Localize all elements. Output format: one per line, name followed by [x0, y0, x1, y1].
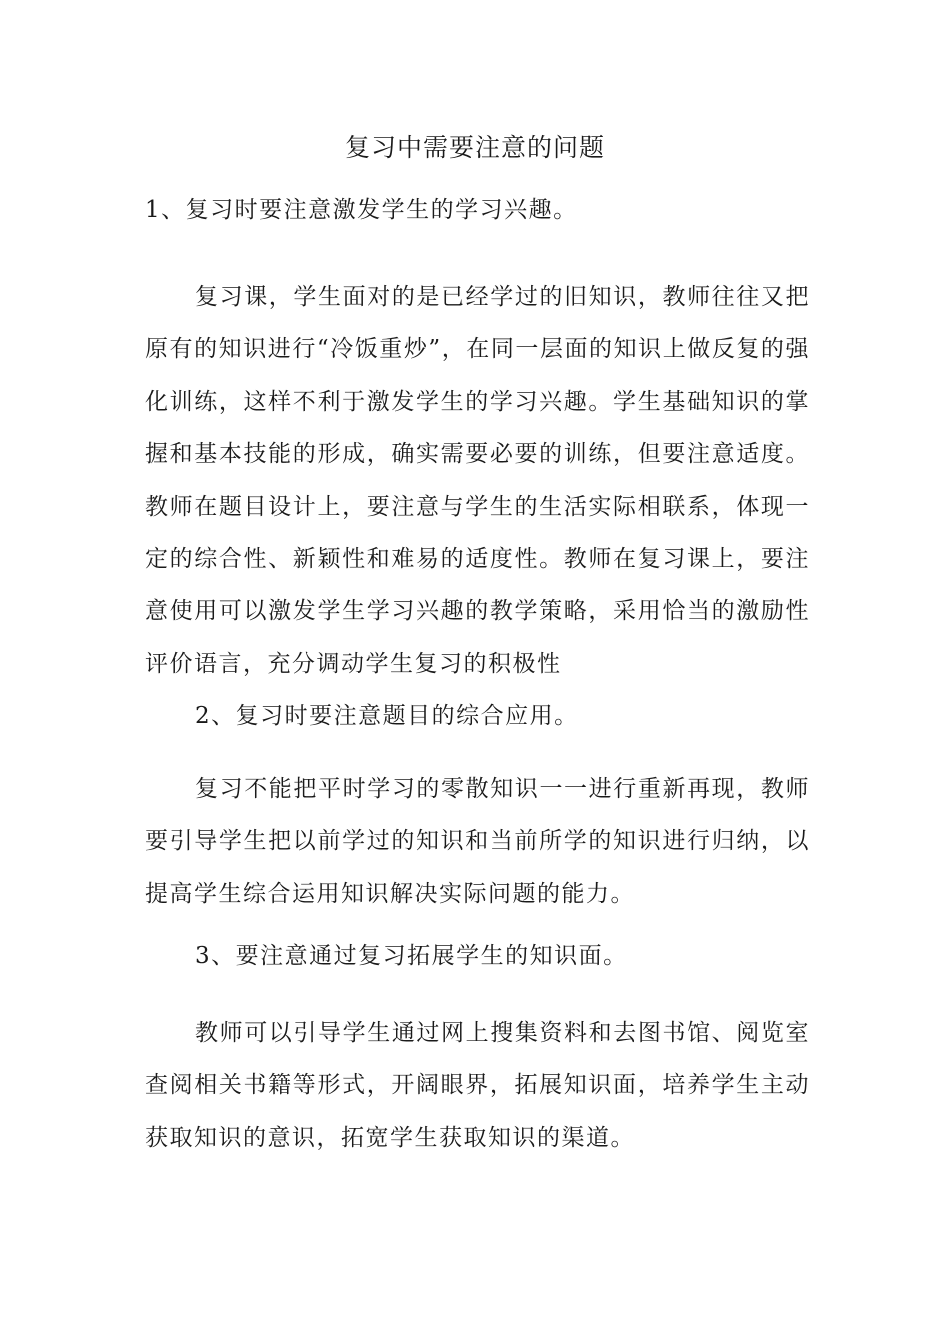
paragraph-1: 复习课，学生面对的是已经学过的旧知识，教师往往又把原有的知识进行“冷饭重炒”，在同一层面的知识上做反复的强化训练，这样不利于激发学生的学习兴趣。学生基础知识的掌握和基本技能的形成，确实需要必要的训练，但要注意适度。教师在题目设计上，要注意与学生的生活实际相联系，体现一定的综合性、新颖性和难易的适度性。教师在复习课上，要注意使用可以激发学生学习兴趣的教学策略，采用恰当的激励性评价语言，充分调动学生复习的积极性: [145, 284, 810, 677]
document-title: 复习中需要注意的问题: [344, 133, 605, 162]
heading-1: 1、复习时要注意激发学生的学习兴趣。: [145, 197, 578, 223]
paragraph-3: 教师可以引导学生通过网上搜集资料和去图书馆、阅览室查阅相关书籍等形式，开阔眼界，拓展知识面，培养学生主动获取知识的意识，拓宽学生获取知识的渠道。: [145, 1020, 810, 1151]
heading-2: 2、复习时要注意题目的综合应用。: [195, 703, 579, 729]
paragraph-2: 复习不能把平时学习的零散知识一一进行重新再现，教师要引导学生把以前学过的知识和当前所学的知识进行归纳，以提高学生综合运用知识解决实际问题的能力。: [145, 776, 810, 907]
heading-3: 3、要注意通过复习拓展学生的知识面。: [195, 943, 628, 969]
